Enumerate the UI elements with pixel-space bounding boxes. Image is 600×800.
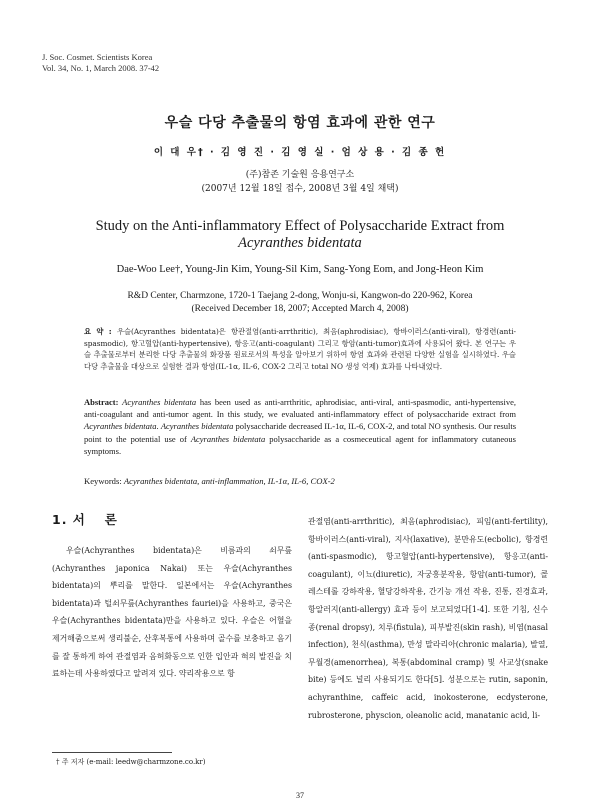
korean-authors: 이 대 우† · 김 영 진 · 김 영 실 · 엄 상 용 · 김 종 헌 (153, 147, 447, 158)
body-paragraph: 관절염(anti-arrthritic), 최음(aphrodisiac), 피임(anti-fertility), 항바이러스(anti-viral), 지사(laxative), 분만유도(ecbolic), 항경련(anti-spasmodic), 항고혈압(anti-hypertensive), 항응고(anti-coagulant), 이뇨(diuretic), 자궁흥분작용, 항암(anti-tumor), 콜레스테롤 강하작용, 혈당강하작용, 간기능 개선 작용, 진통, 진경효과, 항알러지(anti-allergy) 효과 등이 보고되었다[1-4]. 또한 기침, 신수종(renal dropsy), 치루(fistula), 피부발진(skin rash), 비염(nasal infection), 천식(asthma), 만성 말라리아(chronic malaria), 발열, 무월경(amenorrhea), 복통(abdominal cramp) 및 사교상(snake bite) 등에도 널리 사용되기도 한다[5]. 성분으로는 rutin, saponin, achyranthine, caffeic acid, inokosterone, ecdysterone, rubrosterone, physcion, oleanolic acid, manatanic acid, li- (308, 517, 548, 720)
english-abstract (84, 396, 516, 457)
korean-affiliation-block (0, 168, 600, 196)
english-title-line1: Study on the Anti-inflammatory Effect of Polysaccharide Extract from (95, 218, 505, 234)
english-title (0, 218, 600, 252)
korean-affiliation: (주)참존 기술원 응용연구소 (245, 170, 355, 180)
abstract-label: Abstract: (84, 397, 123, 407)
korean-abstract-text: 우슬(Acyranthes bidentata)은 항관절염(anti-arrthritic), 최음(aphrodisiac), 항바이러스(anti-viral), 항경련(anti-spasmodic), 항고혈압(anti-hypertensive), 항응고(anti-coagulant) 그리고 항암(anti-tumor)효과에 사용되어 왔다. 본 연구는 우슬 추출물로부터 분리한 다당 추출물의 화장품 원료로서의 특성을 알아보기 위하여 항염 효과와 관련된 다양한 실험을 실시하였다. 우슬 다당 추출물을 대상으로 실험한 결과 항염(IL-1α, IL-6, COX-2 그리고 total NO 생성 억제) 효과를 나타내었다. (84, 327, 517, 371)
species-name: Acyranthes bidentata (84, 421, 157, 432)
korean-abstract (84, 326, 516, 372)
journal-name: J. Soc. Cosmet. Scientists Korea (42, 52, 153, 62)
journal-volume: Vol. 34, No. 1, March 2008. 37-42 (42, 63, 160, 73)
abstract-text: . (156, 421, 161, 432)
section-title: 1. 서 론 (52, 512, 118, 527)
abstract-text: polysaccharide as a cosmeceutical agent for inflammatory cutaneous symptoms. (84, 433, 516, 456)
abstract-text: has been used as anti-arrthritic, aphrodisiac, anti-viral, anti-spasmodic, anti-hypertensive, anti-coagulant and anti-tumor agent. In this study, we evaluated anti-inflammatory effect of polysaccharide extract from (84, 397, 516, 420)
english-dates: (Received December 18, 2007; Accepted March 4, 2008) (191, 304, 409, 314)
species-name: Acyranthes bidentata (160, 421, 234, 432)
keywords-value: Acyranthes bidentata, anti-inflammation, IL-1α, IL-6, COX-2 (123, 476, 335, 486)
korean-dates: (2007년 12월 18일 접수, 2008년 3월 4일 채택) (201, 184, 399, 194)
korean-title: 우슬 다당 추출물의 항염 효과에 관한 연구 (164, 115, 436, 131)
footnote-divider (52, 752, 172, 753)
species-name: Acyranthes bidentata (190, 433, 266, 444)
korean-abstract-label: 요 약 : (84, 327, 117, 336)
species-name: Acyranthes bidentata (122, 397, 197, 407)
body-column-left (52, 542, 292, 683)
journal-header (42, 52, 159, 74)
footnote: † 주 저자 (e-mail: leedw@charmzone.co.kr) (56, 758, 206, 766)
page-number: 37 (296, 791, 304, 800)
body-paragraph: 우슬(Achyranthes bidentata)은 비름과의 쇠무릎(Achyranthes japonica Nakai) 또는 우슬(Achyranthes bidentata)의 뿌리를 말한다. 일본에서는 우슬(Achyranthes bidentata)과 털쇠무릎(Achyranthes fauriei)을 사용하고, 중국은 우슬(Achyranthes bidentata)만을 사용하고 있다. 우슬은 어혈을 제거해줌으로써 생리불순, 산후복통에 사용하며 골수를 보충하고 음기를 잘 통하게 하여 관절염과 음허화동으로 인한 입안과 혀의 발진을 치료하는데 사용하였다고 알려져 있다. 약리작용으로 항 (52, 546, 292, 679)
english-affiliation-block (0, 290, 600, 316)
body-column-right (308, 513, 548, 724)
keywords (84, 476, 516, 486)
english-affiliation: R&D Center, Charmzone, 1720-1 Taejang 2-dong, Wonju-si, Kangwon-do 220-962, Korea (127, 291, 473, 301)
keywords-label: Keywords: (84, 476, 124, 486)
english-title-line2: Acyranthes bidentata (238, 235, 362, 251)
abstract-text: polysaccharide decreased IL-1α, IL-6, COX-2, and total NO synthesis. Our results point to the potential use of (84, 421, 516, 444)
english-authors: Dae-Woo Lee†, Young-Jin Kim, Young-Sil Kim, Sang-Yong Eom, and Jong-Heon Kim (116, 264, 484, 275)
